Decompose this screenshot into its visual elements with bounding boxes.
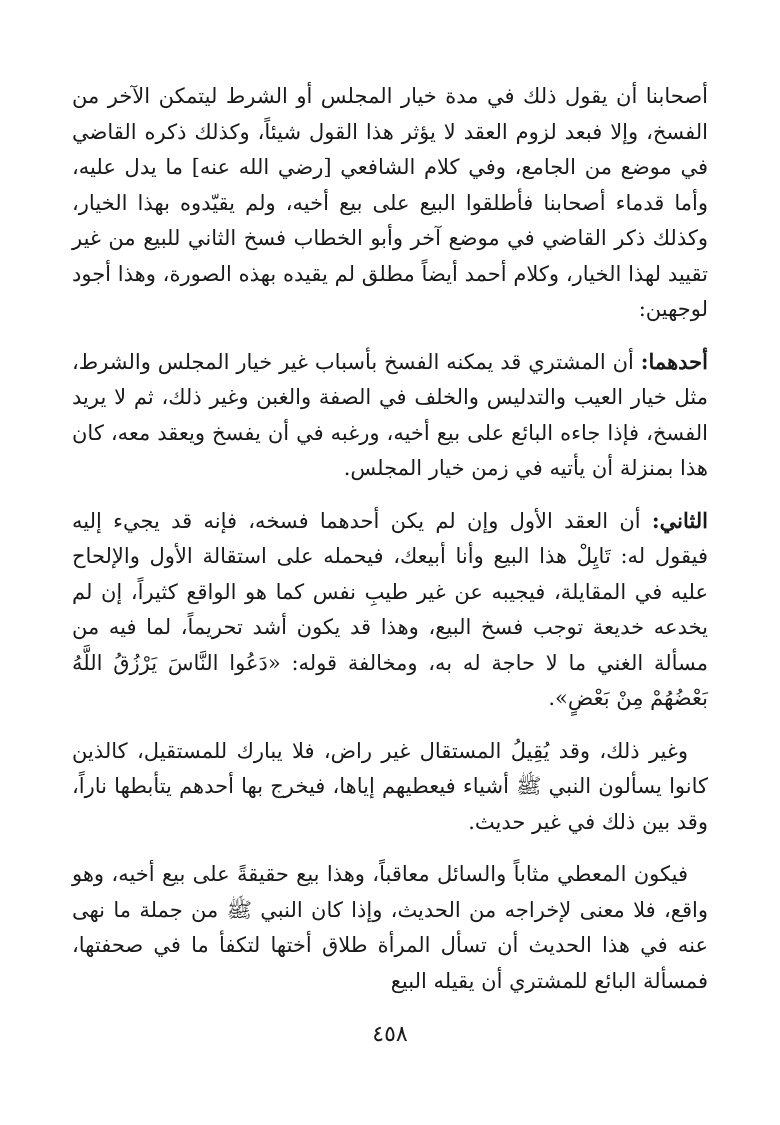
- paragraph-4: [72, 733, 708, 841]
- paragraph-1-text: أصحابنا أن يقول ذلك في مدة خيار المجلس أو الشرط ليتمكن الآخر من الفسخ، وإلا فبعد لزوم العقد لا يؤثر هذا القول شيئاً، وكذلك ذكره القاضي في موضع من الجامع، وفي كلام الشافعي [رضي الله عنه] ما يدل عليه، وأما قدماء أصحابنا فأطلقوا البيع على بيع أخيه، ولم يقيّدوه بهذا الخيار، وكذلك ذكر القاضي في موضع آخر وأبو الخطاب فسخ الثاني للبيع من غير تقييد لهذا الخيار، وكلام أحمد أيضاً مطلق لم يقيده بهذه الصورة، وهذا أجود لوجهين:: [72, 84, 708, 321]
- paragraph-2-lead: أحدهما:: [640, 348, 708, 374]
- paragraph-1: [72, 78, 708, 328]
- paragraph-3: [72, 503, 708, 717]
- paragraph-5: [72, 856, 708, 999]
- paragraph-4-text: وغير ذلك، وقد يُقِيلُ المستقال غير راض، فلا يبارك للمستقيل، كالذين كانوا يسألون النبي ﷺ أشياء فيعطيهم إياها، فيخرج بها أحدهم يتأبطها ناراً، وقد بين ذلك في غير حديث.: [72, 738, 708, 834]
- paragraph-3-text: أن العقد الأول وإن لم يكن أحدهما فسخه، فإنه قد يجيء إليه فيقول له: تَايِلْ هذا البيع وأنا أبيعك، فيحمله على استقالة الأول والإلحاح عليه في المقايلة، فيجيبه عن غير طيبِ نفس كما هو الواقع كثيراً، إن لم يخدعه خديعة توجب فسخ البيع، وهذا قد يكون أشد تحريماً، لما فيه من مسألة الغني ما لا حاجة له به، ومخالفة قوله: «دَعُوا النَّاسَ يَرْزُقُ اللَّهُ بَعْضُهُمْ مِنْ بَعْضٍ».: [72, 508, 708, 710]
- paragraph-3-lead: الثاني:: [651, 507, 708, 533]
- paragraph-2: [72, 344, 708, 487]
- page-body: [72, 78, 708, 1015]
- paragraph-2-text: أن المشتري قد يمكنه الفسخ بأسباب غير خيار المجلس والشرط، مثل خيار العيب والتدليس والخلف في الصفة والغبن وغير ذلك، ثم لا يريد الفسخ، فإذا جاءه البائع على بيع أخيه، ورغبه في أن يفسخ ويعقد معه، كان هذا بمنزلة أن يأتيه في زمن خيار المجلس.: [72, 349, 708, 480]
- paragraph-5-text: فيكون المعطي مثاباً والسائل معاقباً، وهذا بيع حقيقةً على بيع أخيه، وهو واقع، فلا معنى لإخراجه من الحديث، وإذا كان النبي ﷺ من جملة ما نهى عنه في هذا الحديث أن تسأل المرأة طلاق أختها لتكفأ ما في صحفتها، فمسألة البائع للمشتري أن يقيله البيع: [72, 862, 708, 993]
- page-number: ٤٥٨: [372, 1022, 408, 1047]
